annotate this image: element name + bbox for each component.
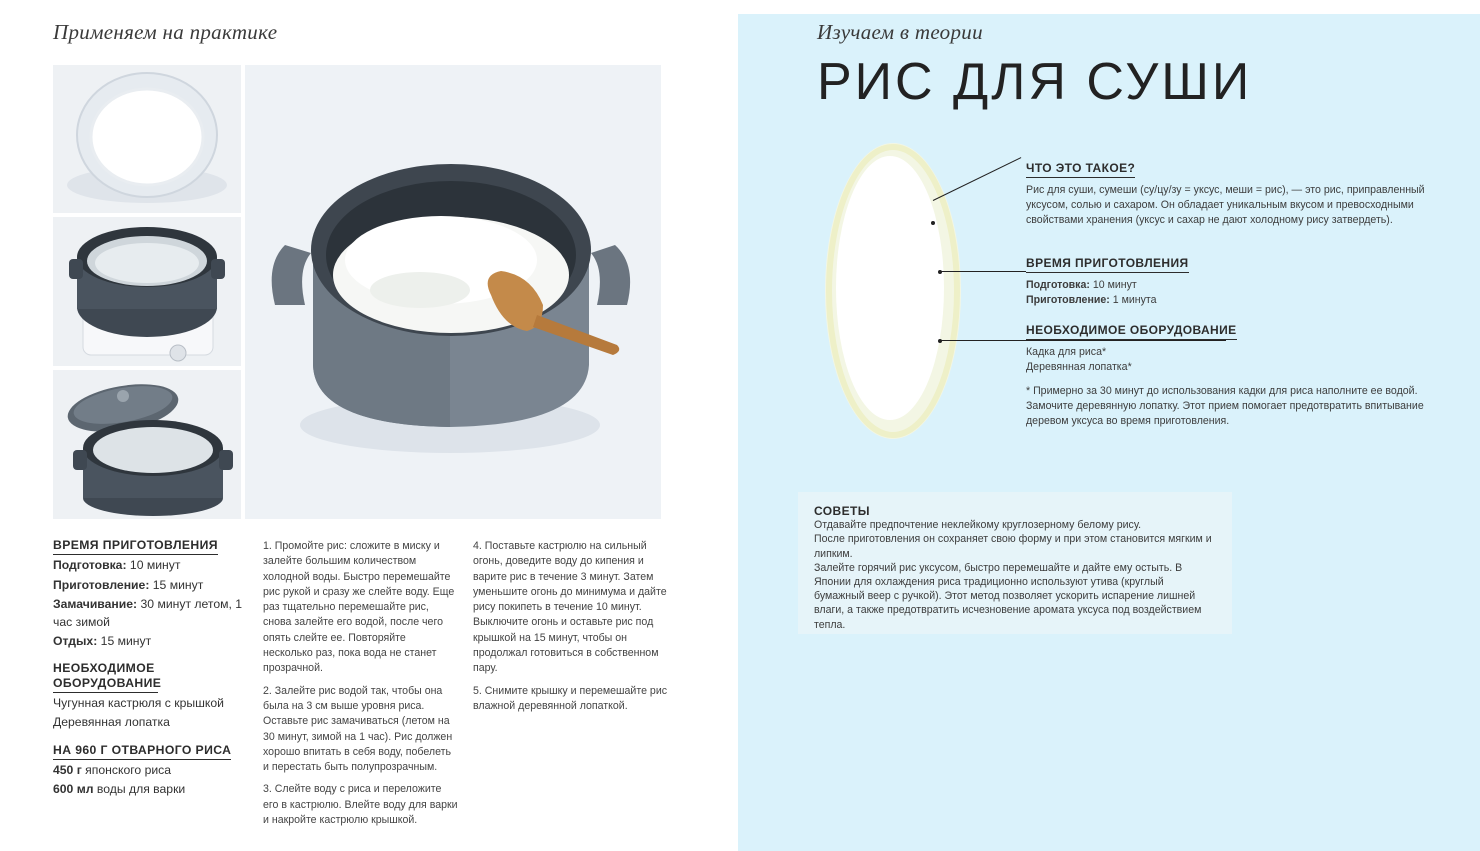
time-block	[1026, 256, 1436, 308]
photo-rice-bowl	[53, 65, 241, 213]
cook-time-row: Приготовление: 15 минут	[53, 577, 204, 592]
pointer-dot	[931, 221, 935, 225]
yield-block	[53, 742, 248, 799]
cook-time-row: Подготовка: 10 минут	[53, 558, 181, 572]
equipment-block	[53, 661, 248, 732]
recipe-meta-column	[53, 537, 248, 799]
steps-column-1	[263, 539, 458, 835]
tips-line: Отдавайте предпочтение неклейкому круглозерному белому рису.	[814, 519, 1142, 532]
right-page	[738, 14, 1480, 851]
equipment-item: Кадка для риса*	[1026, 346, 1107, 358]
recipe-step: 2. Залейте рис водой так, чтобы она была на 3 см выше уровня риса. Оставьте рис замачиваться (летом на 30 минут, зимой на 1 час). Рис должен хорошо впитать в себя воду, побелеть и перестать быть полупрозрачным.	[263, 684, 453, 774]
time-heading: ВРЕМЯ ПРИГОТОВЛЕНИЯ	[1026, 256, 1189, 273]
what-is-text: Рис для суши, сумеши (су/цу/зу = уксус, меши = рис), — это рис, приправленный уксусом, солью и сахаром. Он обладает уникальным вкусом и превосходными свойствами хранения (уксус и сахар не дают холодному рису затвердеть).	[1026, 184, 1425, 226]
what-is-block	[1026, 161, 1436, 228]
section-title: Изучаем в теории	[817, 20, 983, 44]
cook-time-row: Отдых: 15 минут	[53, 634, 152, 648]
photo-pot-on-stove	[53, 217, 241, 366]
ingredient-row: 600 мл воды для варки	[53, 782, 186, 796]
ingredient-row: 450 г японского риса	[53, 762, 172, 777]
time-row: Приготовление: 1 минута	[1026, 294, 1157, 306]
time-row: Подготовка: 10 минут	[1026, 279, 1137, 291]
left-page	[0, 0, 738, 851]
equipment-heading: НЕОБХОДИМОЕ ОБОРУДОВАНИЕ	[53, 661, 158, 693]
page-title: РИС ДЛЯ СУШИ	[817, 53, 1253, 111]
rice-grain-illustration	[818, 136, 968, 446]
recipe-step: 3. Слейте воду с риса и переложите его в кастрюлю. Влейте воду для варки и накройте кастрюлю крышкой.	[263, 783, 458, 827]
cook-time-heading: ВРЕМЯ ПРИГОТОВЛЕНИЯ	[53, 538, 218, 555]
tips-box	[798, 492, 1232, 634]
photo-cooked-rice-pot	[245, 65, 661, 519]
equipment-item: Деревянная лопатка*	[1026, 361, 1132, 373]
recipe-step: 1. Промойте рис: сложите в миску и залейте большим количеством холодной воды. Быстро перемешайте рис рукой и сразу же слейте воду. Еще раз тщательно перемешайте рис, снова залейте его водой, после чего опять слейте ее. Повторяйте несколько раз, пока вода не станет прозрачной.	[263, 540, 455, 675]
what-is-heading: ЧТО ЭТО ТАКОЕ?	[1026, 161, 1135, 178]
yield-heading: НА 960 Г ОТВАРНОГО РИСА	[53, 743, 231, 760]
tips-line: Залейте горячий рис уксусом, быстро перемешайте и дайте ему остыть. В Японии для охлаждения риса традиционно используют утива (круглый бумажный веер с ручкой). Этот метод позволяет ускорить испарение лишней влаги, а также предотвратить исчезновение аромата уксуса под воздействием тепла.	[814, 561, 1202, 631]
cook-time-row: Замачивание: 30 минут летом, 1 час зимой	[53, 597, 243, 629]
equipment-heading: НЕОБХОДИМОЕ ОБОРУДОВАНИЕ	[1026, 323, 1237, 340]
tips-line: После приготовления он сохраняет свою форму и при этом становится мягким и липким.	[814, 533, 1212, 560]
cook-time-block	[53, 537, 248, 651]
equipment-item: Деревянная лопатка	[53, 715, 170, 729]
steps-column-2	[473, 539, 668, 721]
equipment-footnote: * Примерно за 30 минут до использования кадки для риса наполните ее водой. Замочите деревянную лопатку. Этот прием помогает предотвратить впитывание деревом уксуса во время приготовления.	[1026, 385, 1424, 427]
photo-pot-with-lid	[53, 370, 241, 519]
tips-heading: СОВЕТЫ	[814, 504, 870, 518]
recipe-step: 4. Поставьте кастрюлю на сильный огонь, доведите воду до кипения и варите рис в течение 3 минут. Затем уменьшите огонь до минимума и дайте рису покипеть в течение 10 минут. Выключите огонь и оставьте рис под крышкой на 15 минут, чтобы он продолжал готовиться в собственном пару.	[473, 540, 667, 675]
equipment-block	[1026, 323, 1436, 429]
recipe-step: 5. Снимите крышку и перемешайте рис влажной деревянной лопаткой.	[473, 684, 668, 712]
section-title: Применяем на практике	[53, 20, 278, 44]
equipment-item: Чугунная кастрюля с крышкой	[53, 695, 224, 710]
pointer-line	[940, 271, 1026, 272]
